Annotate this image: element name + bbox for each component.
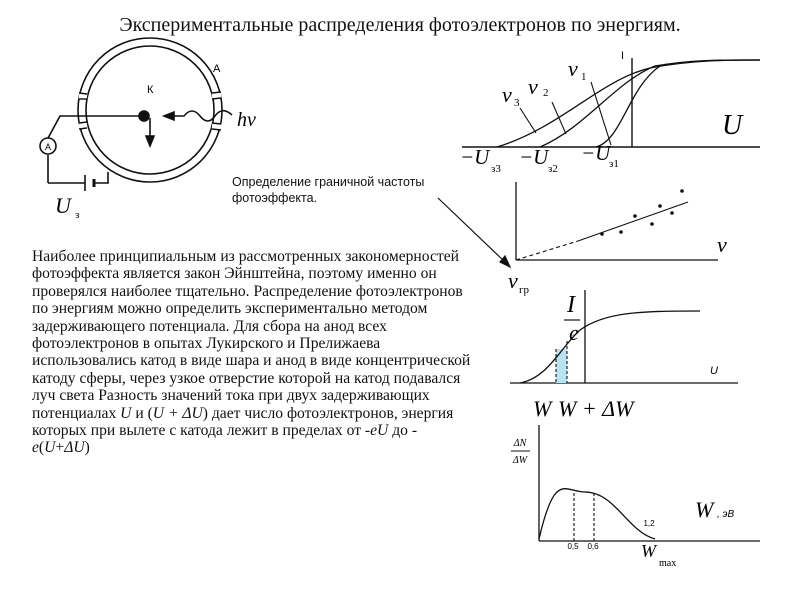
voltage-subscript: з [75,209,80,221]
ratio-i-label: I [567,292,575,318]
nu1-label: ν [568,56,578,81]
cutoff1-label: −U [581,141,611,165]
battery-wire-right [94,172,108,183]
freq-point [600,232,604,236]
cutoff3-label: −U [460,145,490,169]
anode-label: А [213,63,221,75]
freq-fit-line [578,202,688,241]
dist-ylabel-num: ΔN [513,438,527,449]
symbol-u: U [120,404,132,422]
freq-axis-nu-label: ν [717,232,727,257]
apparatus-schematic [40,38,232,191]
freq-point [680,189,684,193]
cathode-wire [47,116,144,140]
body-text-plus: + [55,439,65,457]
symbol-u2: U [44,439,56,457]
body-text-1: Наиболее принципиальным из рассмотренных закономерностей фотоэффекта является закон Эйнштейна, поэтому именно он проверялся наиболее тщательно. Распределение фотоэлектронов по энергиям можно определить экспериментально методом задерживающего потенциала. Для сбора на анод всех фотоэлектронов в опытах Лукирского и Прелижаева использовались катод в виде шара и анод в виде концентрической катоду сферы, через узкое отверстие которой на катод подавался луч света Разность значений тока при двух задерживающих потенциалах [32,248,471,422]
cathode-label: К [147,84,154,96]
anode-outer-sphere [78,38,222,182]
cutoff3-subscript: з3 [491,163,501,175]
nu3-label: ν [502,82,512,107]
graph-energy-distribution [511,425,760,541]
dist-wmax-label: W [641,541,656,561]
page-title: Экспериментальные распределения фотоэлектронов по энергиям. [119,14,681,36]
ratio-curve [520,311,700,383]
graph-current-ratio [510,290,738,383]
symbol-eu: eU [370,422,389,440]
iu-axis-i-label: I [621,50,625,62]
body-text-close: ) [84,439,90,457]
body-text-and: и ( [131,404,153,422]
dist-wmax-subscript: max [659,558,677,569]
nu3-subscript: 3 [514,97,520,109]
ammeter-label: А [44,142,52,152]
light-arrowhead [164,112,174,120]
note-arrow-head [500,256,510,267]
freq-point [619,230,623,234]
freq-point [650,222,654,226]
nu2-subscript: 2 [543,87,549,99]
dist-tick-05: 0,5 [567,542,579,551]
dist-tick-12: 1,2 [643,519,655,528]
dist-ylabel-den: ΔW [512,455,528,466]
freq-point [633,214,637,218]
cutoff2-label: −U [519,145,549,169]
cutoff1-subscript: з1 [609,158,619,170]
symbol-u-plus-du: U + ΔU [152,404,203,422]
note-arrow-line [438,198,505,262]
ratio-u-label: U [710,365,718,377]
dist-tick-06: 0,6 [587,542,599,551]
pointer-nu1 [591,82,611,145]
freq-extrapolation [516,241,578,260]
dist-curve [539,489,655,539]
electron-arrowhead [146,136,154,146]
dist-xlabel-w: W [695,497,714,522]
graph-threshold-frequency [516,182,718,260]
symbol-du: ΔU [64,439,85,457]
ratio-w-label: W [533,396,552,421]
threshold-nu-label: ν [508,268,518,293]
cutoff2-subscript: з2 [548,163,558,175]
nu2-label: ν [528,74,538,99]
ratio-e-label: e [569,320,579,345]
freq-point [658,204,662,208]
pointer-nu2 [552,102,566,134]
symbol-e: e [32,439,39,457]
body-text-2: ) дает число фотоэлектронов, энергия которых при вылете с катода лежит в пределах от - [32,404,454,440]
nu1-subscript: 1 [581,71,587,83]
iu-axis-u-label: U [722,110,743,141]
anode-inner-sphere [86,46,214,174]
freq-point [670,211,674,215]
ratio-w-dw-label: W + ΔW [558,396,634,421]
note-arrow [438,198,510,267]
dist-xlabel-unit: , эВ [717,509,735,520]
body-text-open: ( [38,439,45,457]
body-text-to: до - [388,422,418,440]
ratio-highlight-band [556,349,567,383]
threshold-note: Определение граничной частоты фотоэффекта. [232,175,425,205]
voltage-label: U [55,193,71,218]
photon-label: hν [237,109,256,131]
pointer-nu3 [520,108,536,133]
threshold-nu-subscript: гр [519,284,530,296]
